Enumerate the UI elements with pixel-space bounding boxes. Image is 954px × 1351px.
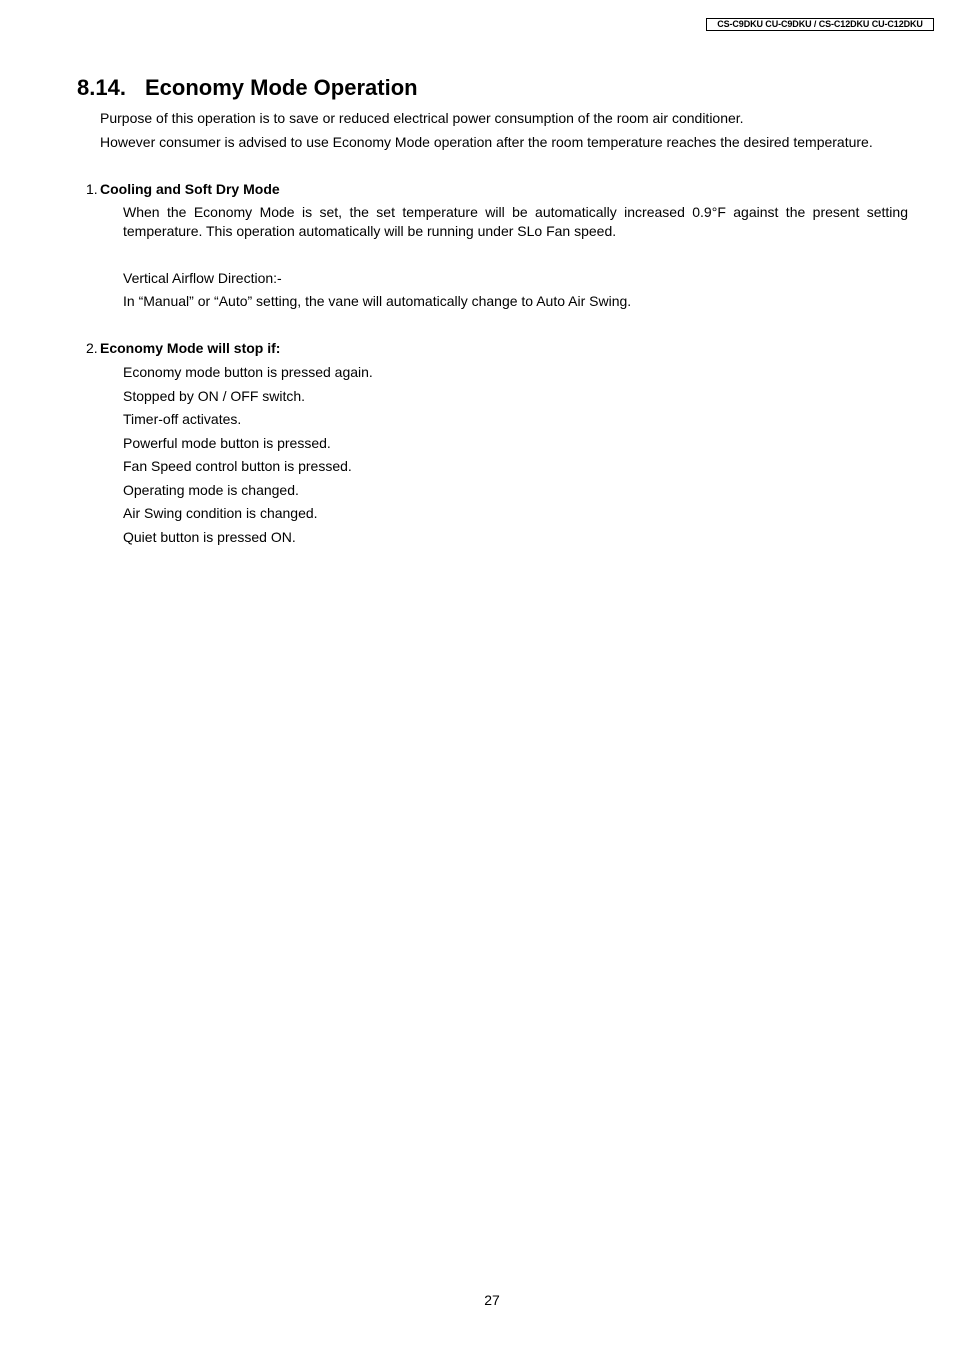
stop-condition: Operating mode is changed. — [123, 481, 299, 498]
stop-condition: Economy mode button is pressed again. — [123, 364, 373, 380]
stop-condition: Quiet button is pressed ON. — [123, 528, 296, 545]
page-number: 27 — [484, 1292, 500, 1308]
stop-condition: Powerful mode button is pressed. — [123, 434, 331, 451]
model-number-box: CS-C9DKU CU-C9DKU / CS-C12DKU CU-C12DKU — [706, 18, 934, 31]
item-2-index: 2. — [86, 340, 98, 356]
section-title — [77, 74, 418, 102]
stop-condition: Stopped by ON / OFF switch. — [123, 387, 306, 404]
stop-condition: Timer-off activates. — [123, 411, 242, 427]
item-1-body: When the Economy Mode is set, the set temperature will be automatically increased 0.9°F against the present setting temperature. This operation automatically will be running under SLo Fan speed. — [123, 204, 908, 239]
item-2-heading — [86, 339, 280, 358]
item-2-label: Economy Mode will stop if: — [100, 340, 281, 356]
item-1-label: Cooling and Soft Dry Mode — [100, 181, 280, 197]
airflow-heading: Vertical Airflow Direction:- — [123, 270, 282, 286]
item-1-index: 1. — [86, 181, 98, 197]
section-title-text: Economy Mode Operation — [145, 75, 418, 100]
stop-condition: Air Swing condition is changed. — [123, 505, 318, 521]
intro-advice: However consumer is advised to use Economy Mode operation after the room temperature reaches the desired temperature. — [100, 134, 873, 150]
intro-purpose: Purpose of this operation is to save or reduced electrical power consumption of the room air conditioner. — [100, 110, 744, 126]
stop-conditions-list — [123, 363, 373, 551]
stop-condition: Fan Speed control button is pressed. — [123, 458, 352, 474]
section-number: 8.14. — [77, 75, 126, 100]
item-1-heading — [86, 180, 280, 199]
airflow-body: In “Manual” or “Auto” setting, the vane will automatically change to Auto Air Swing. — [123, 293, 632, 309]
